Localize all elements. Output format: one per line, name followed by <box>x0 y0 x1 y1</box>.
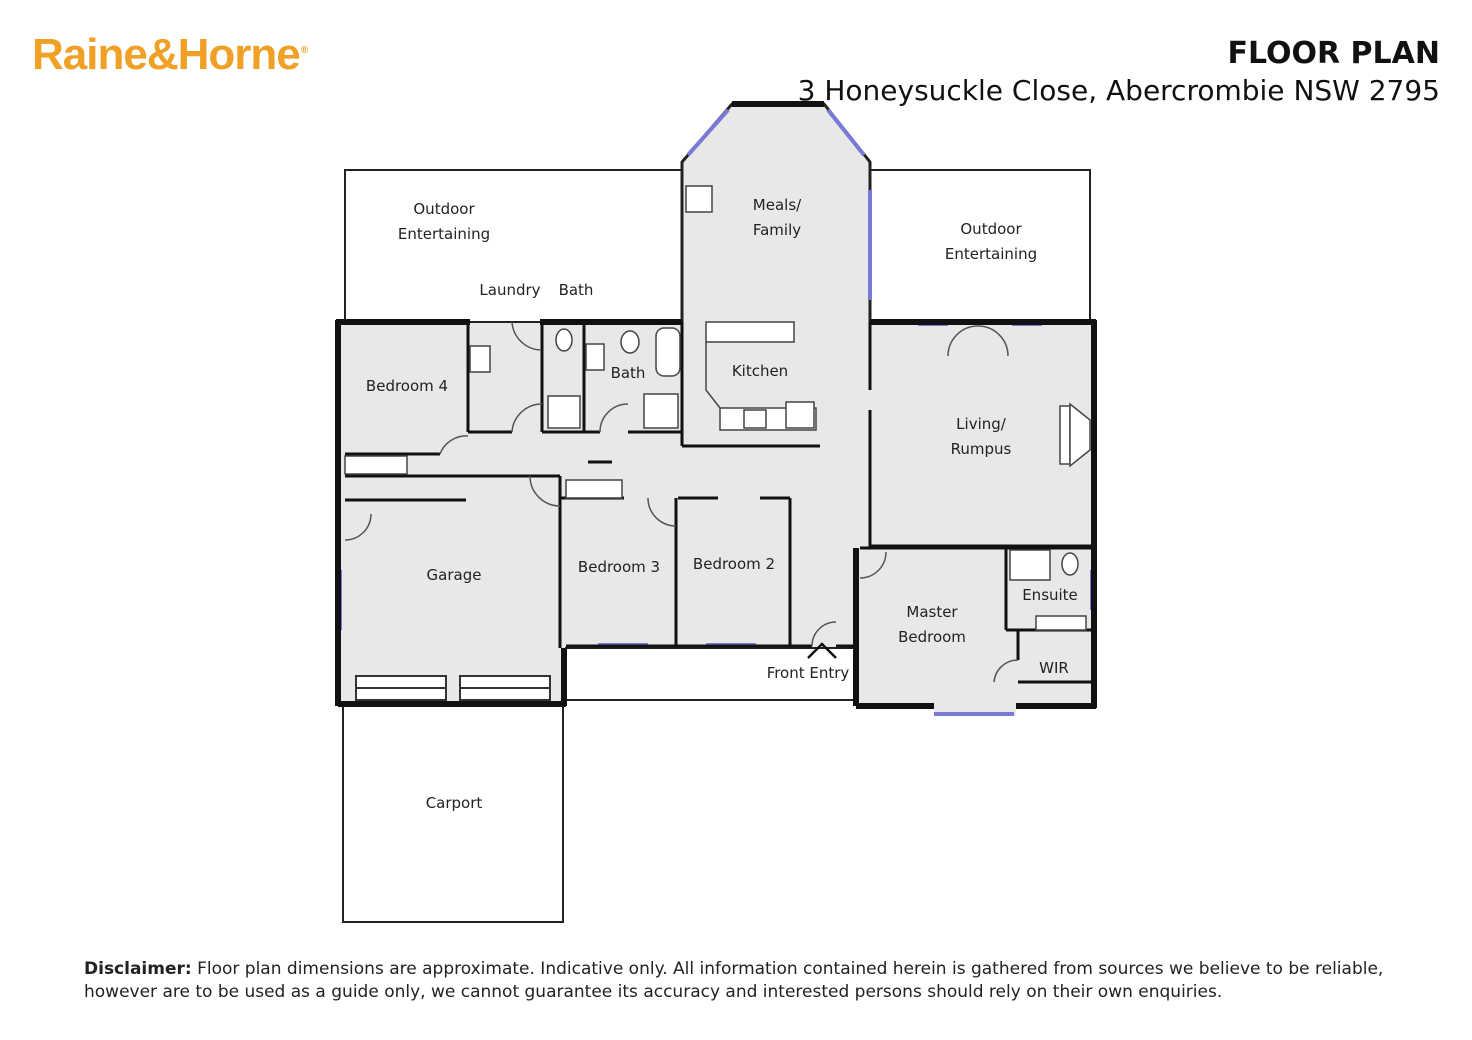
label-master-2: Bedroom <box>898 628 966 646</box>
carport-area <box>343 704 563 922</box>
label-bedroom2: Bedroom 2 <box>692 555 776 573</box>
shower-bath <box>644 394 678 428</box>
wardrobe-bed4 <box>345 456 407 474</box>
registered-mark: ® <box>300 45 308 57</box>
kitchen-bench-top <box>706 322 794 342</box>
toilet-left <box>556 329 572 351</box>
label-outdoor-right-1: Outdoor <box>960 220 1022 238</box>
label-kitchen: Kitchen <box>731 362 789 380</box>
label-front-entry: Front Entry <box>766 664 850 682</box>
label-laundry: Laundry <box>479 281 541 299</box>
vanity-ensuite <box>1036 616 1086 630</box>
page-title: FLOOR PLAN <box>1227 36 1440 71</box>
label-bath: Bath <box>610 364 646 382</box>
toilet-ensuite <box>1062 553 1078 575</box>
label-wir: WIR <box>1039 659 1069 677</box>
label-garage: Garage <box>426 566 482 584</box>
disclaimer-label: Disclaimer: <box>84 959 192 979</box>
shower-left <box>548 396 580 428</box>
brand-logo-text: Raine&Horne <box>32 30 300 79</box>
disclaimer-text: Floor plan dimensions are approximate. Indicative only. All information contained herein is gathered from sources we believe to be reliable, however are to be used as a guide only, we cannot guarantee its accuracy and interested persons should rely on their own enquiries. <box>84 959 1384 1002</box>
label-ensuite: Ensuite <box>1022 586 1078 604</box>
fireplace-meals <box>686 186 712 212</box>
label-master-1: Master <box>906 603 958 621</box>
label-bath-top: Bath <box>558 281 594 299</box>
outdoor-entertaining-left <box>345 170 682 322</box>
label-living-2: Rumpus <box>950 440 1012 458</box>
shower-ensuite <box>1010 550 1050 580</box>
label-living-1: Living/ <box>956 415 1006 433</box>
label-bedroom3: Bedroom 3 <box>577 558 661 576</box>
label-carport: Carport <box>425 794 483 812</box>
label-outdoor-right-2: Entertaining <box>944 245 1038 263</box>
cooktop <box>744 410 766 428</box>
wardrobe-bed3 <box>566 480 622 498</box>
fridge <box>786 402 814 428</box>
label-bedroom4: Bedroom 4 <box>365 377 449 395</box>
hearth <box>1060 406 1070 464</box>
label-meals-1: Meals/ <box>752 196 802 214</box>
property-address: 3 Honeysuckle Close, Abercrombie NSW 2795 <box>797 74 1440 107</box>
label-meals-2: Family <box>752 221 802 239</box>
vanity <box>586 344 604 370</box>
toilet-bath <box>621 331 639 353</box>
bathtub <box>656 328 680 376</box>
label-outdoor-left-1: Outdoor <box>413 200 475 218</box>
label-outdoor-left-2: Entertaining <box>397 225 491 243</box>
laundry-tub <box>470 346 490 372</box>
disclaimer <box>84 958 1414 1004</box>
